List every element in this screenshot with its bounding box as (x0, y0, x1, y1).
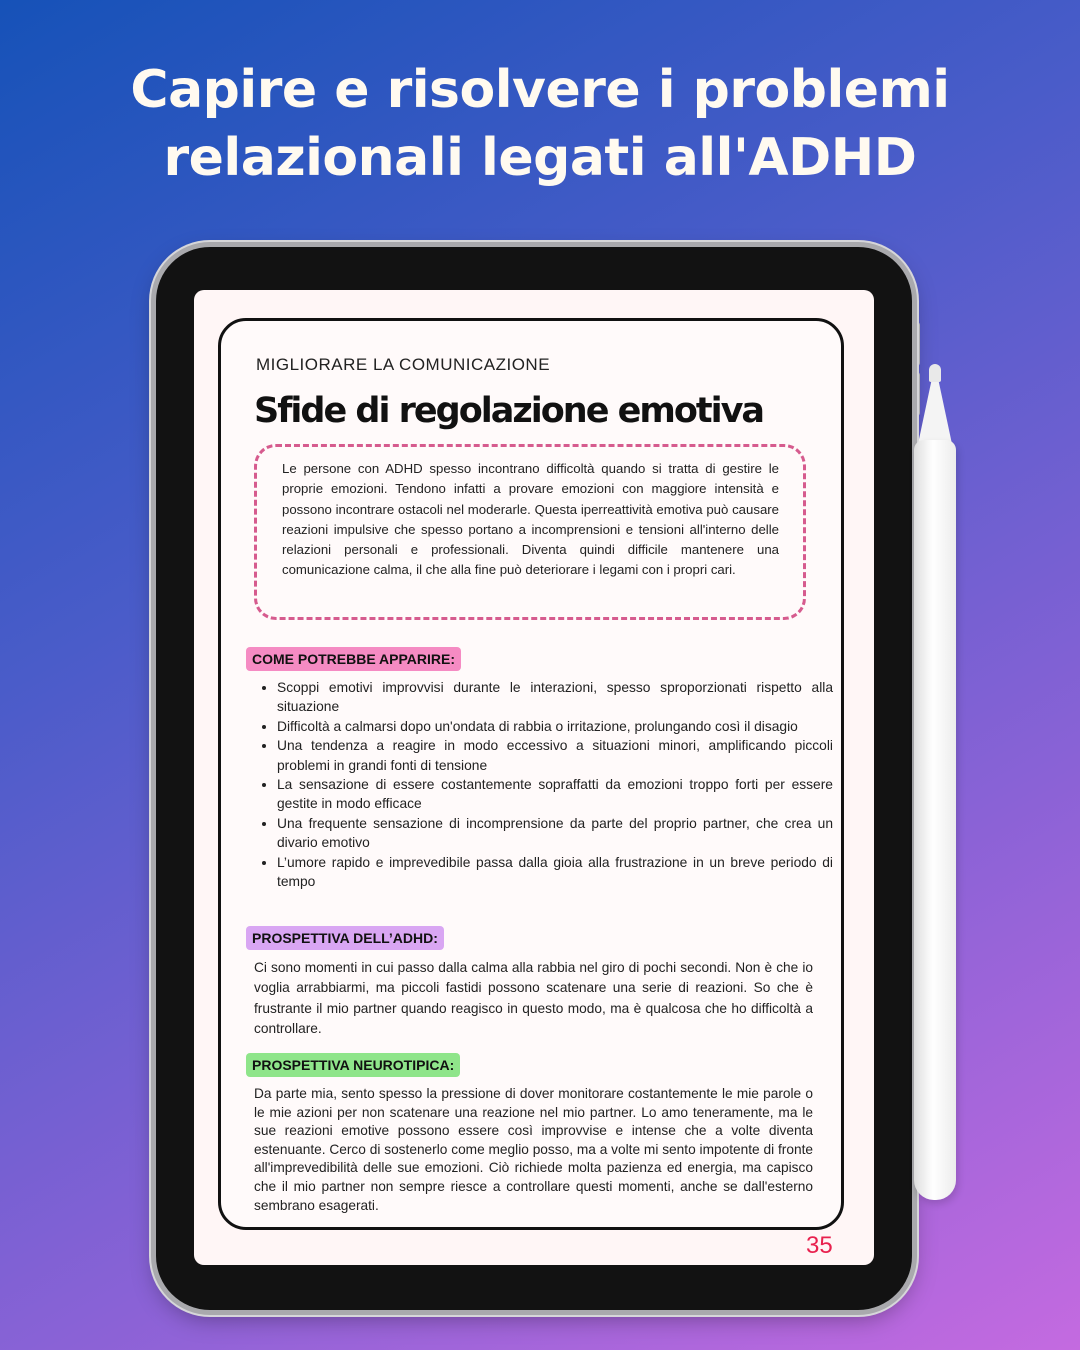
page-number: 35 (806, 1232, 833, 1259)
neurotypical-perspective-heading: PROSPETTIVA NEUROTIPICA: (246, 1053, 460, 1077)
headline-line-2: relazionali legati all'ADHD (163, 128, 917, 188)
stylus-point (929, 364, 941, 382)
appear-heading: COME POTREBBE APPARIRE: (246, 647, 461, 671)
adhd-perspective-text: Ci sono momenti in cui passo dalla calma alla rabbia nel giro di pochi secondi. Non è che io voglia arrabbiarmi, ma piccoli fastidi possono scatenare una serie di reazioni. So che è frustrante il mio partner quando reagisco in questo modo, ma è qualcosa che ho difficoltà a controllare. (254, 960, 813, 1036)
adhd-perspective-heading: PROSPETTIVA DELL’ADHD: (246, 926, 444, 950)
list-item: • Una frequente sensazione di incomprensione da parte del proprio partner, che crea un divario emotivo (277, 814, 833, 853)
section-label: MIGLIORARE LA COMUNICAZIONE (256, 355, 551, 374)
list-item: • Una tendenza a reagire in modo eccessivo a situazioni minori, amplificando piccoli problemi in grandi fonti di tensione (277, 736, 833, 775)
neurotypical-perspective-text: Da parte mia, sento spesso la pressione di dover monitorare costantemente le mie parole o le mie azioni per non scatenare una reazione nel mio partner. Lo amo teneramente, ma le sue reazioni emotive possono essere così improvvise e intense che a volte diventa estenuante. Cerco di sostenerlo come meglio posso, ma a volte mi sento impotente di fronte all'imprevedibilità delle sue emozioni. Ciò richiede molta pazienza ed energia, ma capisco che il mio partner non sempre riesce a controllare questi momenti, anche se dall'esterno sembrano esagerati. (254, 1086, 813, 1213)
headline (0, 56, 1080, 192)
list-item: • Difficoltà a calmarsi dopo un'ondata di rabbia o irritazione, prolungando così il disagio (277, 717, 833, 736)
intro-box (254, 444, 806, 620)
list-item: • La sensazione di essere costantemente sopraffatti da emozioni troppo forti per essere gestite in modo efficace (277, 775, 833, 814)
intro-text: Le persone con ADHD spesso incontrano difficoltà quando si tratta di gestire le proprie emozioni. Tendono infatti a provare emozioni con maggiore intensità e possono incontrare ostacoli nel moderarle. Questa iperreattività emotiva può causare reazioni impulsive che spesso portano a incomprensioni e tensioni all'interno delle relazioni personali e professionali. Diventa quindi difficile mantenere una comunicazione calma, il che alla fine può deteriorare i legami con i propri cari. (282, 461, 779, 578)
tablet-top-button (776, 240, 854, 247)
page-card (218, 318, 844, 1230)
list-item: • L’umore rapido e imprevedibile passa dalla gioia alla frustrazione in un breve periodo di tempo (277, 853, 833, 892)
stylus-pencil (914, 440, 956, 1200)
tablet-screen (194, 290, 874, 1265)
list-item: • Scoppi emotivi improvvisi durante le interazioni, spesso sproporzionati rispetto alla situazione (277, 678, 833, 717)
tablet-volume-up-button (912, 322, 920, 366)
symptom-list (257, 678, 833, 891)
headline-line-1: Capire e risolvere i problemi (130, 60, 950, 120)
page-title: Sfide di regolazione emotiva (254, 391, 764, 431)
